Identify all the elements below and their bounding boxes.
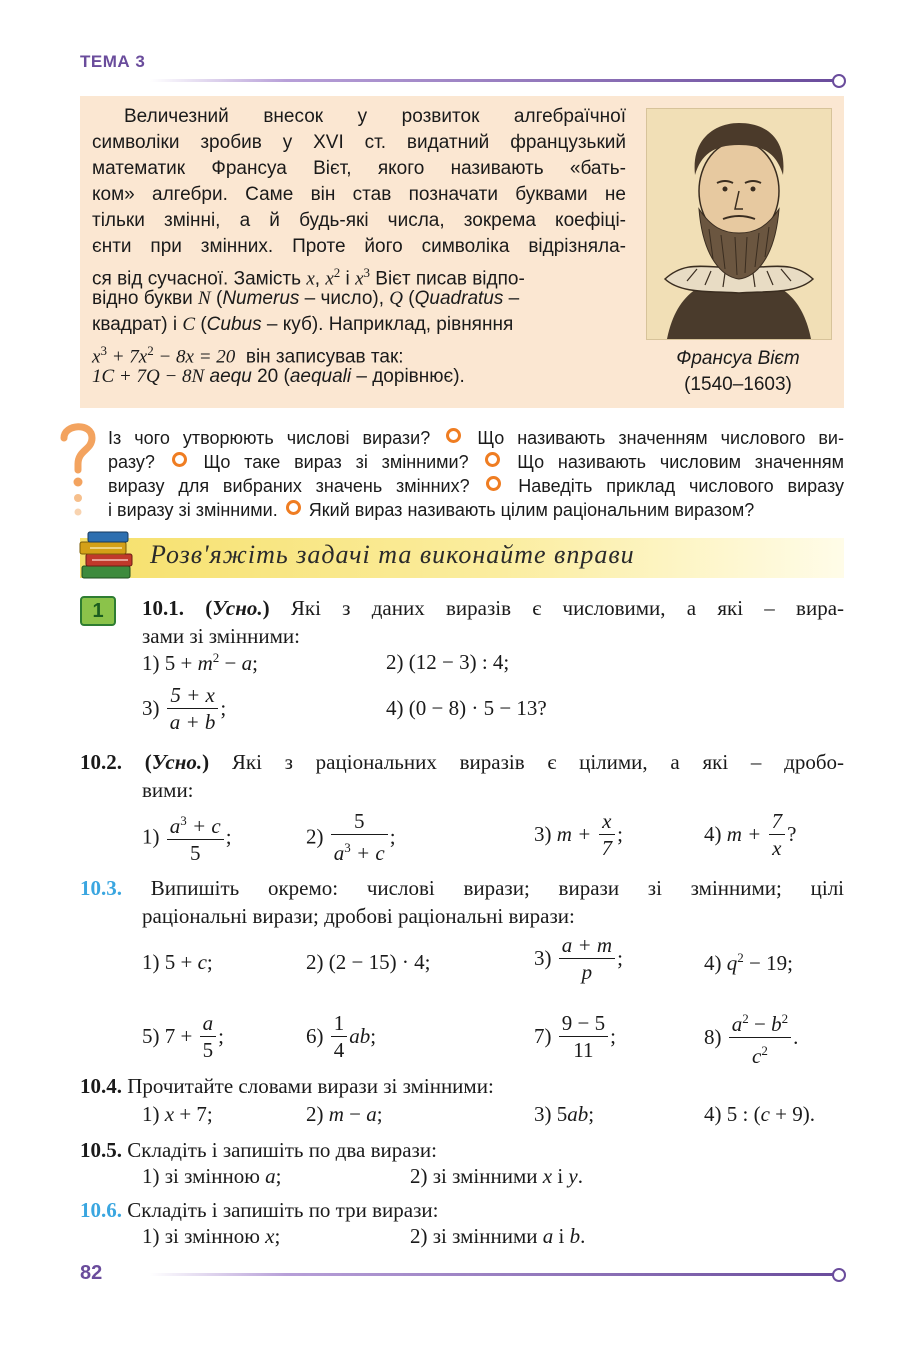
chapter-label: ТЕМА 3	[80, 52, 146, 71]
math-x2: x	[325, 268, 334, 290]
item-text: ;	[617, 822, 623, 846]
header-rule-dot	[832, 74, 846, 88]
exercise-10-2-line-1: 10.2. (Усно.) Які з раціональних виразів є цілими, а які – дробо-	[80, 750, 845, 774]
questions-line-1	[108, 426, 844, 450]
item-text: ;	[225, 824, 232, 849]
item-text: ;	[218, 1024, 224, 1048]
exercise-10-1-item-4: 4) (0 − 8) · 5 − 13?	[386, 696, 547, 720]
footer-rule-dot	[832, 1268, 846, 1282]
exercise-10-3-item-3	[534, 932, 623, 985]
item-text: ;	[610, 1024, 616, 1048]
item-text: ;	[275, 1164, 282, 1188]
fraction	[167, 682, 219, 735]
latin-term: aequ	[209, 366, 252, 387]
item-text: 4)	[704, 822, 722, 846]
math-x3: x	[355, 268, 364, 290]
exercise-number: 10.1.	[142, 596, 184, 620]
item-text: 4) 5 : (	[704, 1102, 761, 1126]
item-var: y	[568, 1164, 578, 1188]
item-text: ;	[617, 946, 623, 970]
question-bullet-icon	[485, 452, 500, 467]
item-sup: 2	[742, 1011, 749, 1026]
exercise-10-4-item-4	[704, 1102, 815, 1127]
fraction-denominator: + c	[350, 841, 385, 865]
history-text: – куб). Наприклад, рівняння	[266, 314, 514, 335]
exercise-number: 10.5.	[80, 1138, 122, 1162]
exercise-text: Складіть і запишіть по два вирази:	[127, 1138, 437, 1162]
fraction-denominator: x	[772, 836, 782, 860]
history-text: символіки зробив у XVI ст. видатний французький	[92, 132, 626, 153]
latin-term: Numerus	[222, 288, 300, 309]
item-var: a	[265, 1164, 276, 1188]
section-title: Розв'яжіть задачі та виконайте вправи	[150, 540, 635, 569]
history-text: 20 (	[257, 366, 290, 387]
math-sup: 2	[333, 265, 341, 280]
exercise-10-3-item-6	[306, 1010, 376, 1063]
footer-rule	[150, 1273, 834, 1276]
history-text: відно букви	[92, 288, 193, 309]
item-text: −	[343, 1102, 367, 1126]
fraction-numerator: a	[731, 1012, 743, 1036]
fraction-numerator: 5	[331, 808, 388, 835]
item-text: 3) 5	[534, 1102, 568, 1126]
exercise-text: зами зі змінними:	[142, 624, 300, 648]
fraction	[331, 1010, 348, 1063]
item-text: .	[793, 1025, 799, 1049]
exercise-10-4-item-1	[142, 1102, 213, 1127]
history-line-2	[92, 130, 626, 156]
page-number: 82	[80, 1262, 103, 1284]
exercise-text: Складіть і запишіть по три вирази:	[127, 1198, 439, 1222]
question-text: Що таке вираз зі змінними?	[203, 452, 469, 472]
history-text: тільки змінні, а й будь-які числа, зокрема коефіці-	[92, 210, 626, 231]
exercise-10-2-item-3	[534, 808, 623, 861]
questions-line-4	[108, 498, 844, 522]
exercise-10-2-item-1	[142, 808, 232, 866]
exercise-10-3-item-1	[142, 950, 213, 975]
question-text: Що називають числовим значенням	[517, 452, 844, 472]
item-text: 5) 7 +	[142, 1024, 193, 1048]
item-var: c	[197, 950, 207, 974]
item-var: x	[542, 1164, 553, 1188]
item-text: 1)	[142, 824, 160, 849]
exercise-10-2-line-2	[142, 776, 194, 804]
fraction-numerator: 7	[769, 808, 786, 835]
history-line-1	[124, 104, 626, 130]
math-equation: x	[92, 346, 101, 368]
history-line-9: квадрат) і C (Cubus – куб). Наприклад, рівняння	[92, 314, 514, 335]
item-text: .	[577, 1164, 583, 1188]
question-mark-icon	[58, 420, 98, 524]
history-line-6	[92, 234, 626, 260]
exercise-text: Які з даних виразів є числовими, а які – вира-	[290, 596, 845, 620]
fraction	[559, 1010, 608, 1063]
exercise-10-3-line-2	[142, 902, 575, 930]
fraction-denominator: c	[752, 1044, 762, 1068]
item-sup: 3	[180, 813, 187, 828]
item-text: 2)	[306, 824, 324, 849]
item-var: a	[241, 651, 253, 675]
item-text: ;	[588, 1102, 595, 1126]
item-var: m	[197, 651, 213, 675]
item-sup: 2	[212, 650, 220, 665]
item-sup: 2	[761, 1043, 768, 1058]
exercise-10-3-item-7	[534, 1010, 616, 1063]
item-sup: 3	[344, 840, 351, 855]
oral-label: Усно.	[151, 750, 203, 774]
math-equation: + 7x	[106, 346, 148, 368]
exercise-10-1-item-2: 2) (12 − 3) : 4;	[386, 650, 510, 674]
question-text: Наведіть приклад числового виразу	[518, 476, 844, 496]
history-text: єнти при змінних. Проте його символіка відрізняла-	[92, 236, 626, 257]
questions-line-2	[108, 450, 844, 474]
item-text: 1) 5 +	[142, 950, 198, 974]
item-text: 2) зі змінними	[410, 1164, 543, 1188]
item-text: ;	[252, 651, 258, 675]
item-text: − 19;	[743, 951, 793, 975]
math-sup: 3	[363, 265, 370, 280]
portrait-caption-years: (1540–1603)	[684, 374, 792, 395]
header-rule	[150, 79, 834, 82]
history-text: – число),	[304, 288, 385, 309]
math-sup: 2	[147, 343, 154, 358]
exercise-10-1-item-3	[142, 682, 226, 735]
fraction	[729, 1006, 791, 1069]
questions-line-3	[108, 474, 844, 498]
latin-term: Cubus	[206, 314, 262, 335]
math-x: x	[306, 268, 315, 290]
fraction	[599, 808, 616, 861]
fraction-numerator: 5 + x	[167, 682, 219, 709]
item-var: a	[366, 1102, 377, 1126]
exercise-number: 10.3.	[80, 876, 122, 900]
fraction-denominator: a	[333, 841, 345, 865]
fraction	[200, 1010, 217, 1063]
item-text: 3)	[142, 696, 160, 720]
item-text: 8)	[704, 1025, 722, 1049]
exercise-10-4-item-3	[534, 1102, 594, 1127]
history-text: математик Франсуа Вієт, якого називають «бать-	[92, 158, 626, 179]
item-var: a	[542, 1224, 554, 1248]
fraction	[559, 932, 615, 985]
fraction-numerator: x	[599, 808, 616, 835]
item-text: 2) зі змінними	[410, 1224, 543, 1248]
exercise-number: 10.6.	[80, 1198, 122, 1222]
history-line-4	[92, 182, 626, 208]
item-text: 1) зі змінною	[142, 1224, 266, 1248]
item-text: .	[580, 1224, 586, 1248]
exercise-text: Прочитайте словами вирази зі змінними:	[127, 1074, 494, 1098]
exercise-10-4-line-1	[80, 1072, 494, 1100]
math-Q: Q	[389, 288, 404, 309]
exercise-10-3-line-1	[80, 874, 844, 902]
question-bullet-icon	[172, 452, 187, 467]
exercise-10-3-item-5	[142, 1010, 224, 1063]
exercise-text: Випишіть окремо: числові вирази; вирази зі змінними; цілі	[150, 876, 845, 900]
history-line-8: відно букви N (Numerus – число), Q (Quadratus –	[92, 288, 520, 309]
exercise-10-6-item-2	[410, 1224, 585, 1249]
item-text: 1) зі змінною	[142, 1164, 266, 1188]
item-text: + 9).	[769, 1102, 815, 1126]
math-old-notation: 1C + 7Q − 8N	[92, 366, 205, 387]
item-var: x	[265, 1224, 275, 1248]
history-text: Вієт писав відпо-	[375, 268, 525, 290]
books-icon	[78, 530, 138, 582]
fraction-numerator: 9 − 5	[559, 1010, 608, 1037]
fraction-denominator: a + b	[169, 710, 216, 734]
fraction-denominator: 5	[202, 1038, 214, 1062]
item-text: ;	[274, 1224, 281, 1248]
math-C: C	[182, 314, 196, 335]
question-text: разу?	[108, 452, 155, 472]
fraction-denominator: 11	[573, 1038, 594, 1062]
exercise-10-6-item-1	[142, 1224, 280, 1249]
exercise-10-6-line-1	[80, 1196, 438, 1224]
portrait-caption-name: Франсуа Вієт	[676, 348, 800, 369]
item-sup: 2	[737, 950, 744, 965]
exercise-10-3-item-2: 2) (2 − 15) · 4;	[306, 950, 431, 974]
history-line-7: ся від сучасної. Замість x, $x^2$ і $x^3$ Вієт писав відпо-	[92, 265, 525, 290]
item-text: ;	[370, 1024, 377, 1048]
item-text: 1)	[142, 1102, 165, 1126]
history-text: і	[345, 268, 350, 290]
exercise-10-2-item-4	[704, 808, 796, 861]
exercise-number: 10.4.	[80, 1074, 122, 1098]
exercise-text: раціональні вирази; дробові раціональні вирази:	[142, 904, 575, 928]
item-text: ;	[206, 950, 213, 974]
item-text: і	[553, 1224, 570, 1248]
fraction-numerator: −	[748, 1012, 772, 1036]
history-line-5	[92, 208, 626, 234]
item-text: ;	[389, 824, 396, 849]
exercise-text: Які з раціональних виразів є цілими, а які – дробо-	[231, 750, 845, 774]
history-line-3	[92, 156, 626, 182]
item-text: 6)	[306, 1024, 324, 1048]
exercise-10-5-item-1	[142, 1164, 282, 1189]
fraction	[769, 808, 786, 861]
exercise-text: вими:	[142, 778, 194, 802]
item-var: x	[164, 1102, 175, 1126]
fraction-numerator: b	[771, 1012, 782, 1036]
fraction-denominator: p	[581, 960, 593, 984]
fraction-numerator: a + m	[559, 932, 615, 959]
fraction-numerator: + c	[186, 814, 221, 838]
question-text: Що називають значенням числового ви-	[477, 428, 844, 448]
fraction-numerator: 1	[331, 1010, 348, 1037]
exercise-10-3-item-8	[704, 1006, 798, 1069]
item-text: ?	[787, 822, 797, 846]
latin-term: aequali	[289, 366, 352, 387]
fraction	[167, 808, 224, 866]
fraction-denominator: 4	[333, 1038, 345, 1062]
question-bullet-icon	[446, 428, 461, 443]
question-text: виразу для вибраних значень змінних?	[108, 476, 470, 496]
fraction-numerator: a	[169, 814, 181, 838]
history-box	[80, 96, 844, 408]
level-badge: 1	[80, 596, 116, 626]
exercise-number: 10.2.	[80, 750, 122, 774]
item-text: 3)	[534, 822, 552, 846]
history-text: –	[508, 288, 520, 309]
history-text: ком» алгебри. Саме він став позначати буквами не	[92, 184, 626, 205]
exercise-10-2-item-2	[306, 808, 396, 866]
exercise-10-5-item-2	[410, 1164, 583, 1189]
exercise-10-1-item-1	[142, 650, 258, 676]
item-text: 3)	[534, 946, 552, 970]
history-text: квадрат) і	[92, 314, 178, 335]
item-text: 2)	[306, 1102, 329, 1126]
item-var: q	[726, 951, 738, 975]
latin-term: Quadratus	[414, 288, 504, 309]
fraction-denominator: 7	[601, 836, 613, 860]
question-text: і виразу зі змінними.	[108, 500, 278, 520]
item-var: ab	[349, 1024, 371, 1048]
item-text: ;	[376, 1102, 383, 1126]
item-text: 4)	[704, 951, 727, 975]
item-text: ;	[220, 696, 227, 720]
fraction-denominator: 5	[190, 841, 201, 865]
math-sup: 3	[100, 343, 107, 358]
question-text: Який вираз називають цілим раціональним виразом?	[308, 500, 755, 520]
math-N: N	[198, 288, 211, 309]
item-var: m	[328, 1102, 344, 1126]
item-text: 7)	[534, 1024, 552, 1048]
history-text: ся від сучасної. Замість	[92, 268, 302, 290]
item-text: і	[552, 1164, 569, 1188]
question-bullet-icon	[286, 500, 301, 515]
exercise-10-1-line-2	[142, 622, 300, 650]
exercise-10-5-line-1	[80, 1136, 437, 1164]
math-equation: − 8x = 20	[153, 346, 236, 368]
history-line-11	[92, 364, 626, 390]
item-text: m +	[726, 822, 762, 846]
history-text: Величезний внесок у розвиток алгебраїчної	[124, 106, 626, 127]
item-var: ab	[567, 1102, 589, 1126]
fraction	[331, 808, 388, 866]
item-text: + 7;	[174, 1102, 213, 1126]
item-text: m +	[556, 822, 592, 846]
history-text: – дорівнює).	[356, 366, 465, 387]
fraction-numerator: a	[200, 1010, 217, 1037]
question-text: Із чого утворюють числові вирази?	[108, 428, 431, 448]
item-text: 1) 5 +	[142, 651, 193, 675]
exercise-10-3-item-4	[704, 950, 793, 976]
item-sup: 2	[781, 1011, 789, 1026]
viete-portrait	[646, 108, 832, 340]
exercise-10-1-line-1: 10.1. (Усно.) Які з даних виразів є числовими, а які – вира-	[142, 596, 845, 620]
history-text: він записував так:	[245, 346, 404, 368]
oral-label: Усно.	[212, 596, 263, 620]
item-var: c	[760, 1102, 770, 1126]
exercise-10-4-item-2	[306, 1102, 383, 1127]
item-var: b	[569, 1224, 581, 1248]
question-bullet-icon	[486, 476, 501, 491]
item-text: −	[219, 651, 242, 675]
